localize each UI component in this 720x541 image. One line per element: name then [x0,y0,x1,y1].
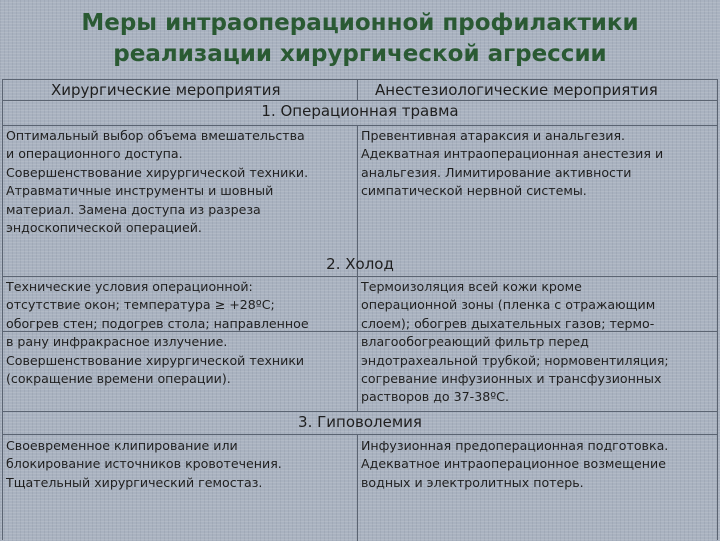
section-1-anesthesia-cell [361,127,663,201]
slide-title [0,8,720,70]
cell-line: симпатической нервной системы. [361,183,587,199]
cell-line: операционной зоны (пленка с отражающим [361,297,656,313]
measures-table [2,79,718,540]
cell-line: Технические условия операционной: [6,279,253,294]
cell-line: Оптимальный выбор объема вмешательства [6,128,305,143]
cell-line: Адекватное интраоперационное возмещение [361,456,666,472]
slide-title-line-1: Меры интраоперационной профилактики [81,10,639,36]
cell-line: Термоизоляция всей кожи кроме [361,279,582,294]
cell-line: Тщательный хирургический гемостаз. [6,474,263,490]
section-2-surgical-cell [6,278,309,388]
cell-line: Своевременное клипирование или [6,438,238,453]
slide-title-line-2: реализации хирургической агрессии [113,41,607,67]
section-2-bottom-rule [3,411,717,412]
section-1-surgical-cell [6,127,308,237]
cell-line: Совершенствование хирургической техники. [6,164,309,180]
cell-line: Адекватная интраоперационная анестезия и [361,146,664,162]
section-title-hypovolemia: 3. Гиповолемия [298,413,422,431]
section-2-divider [357,276,358,411]
section-2-rule [3,276,717,277]
cell-line: и операционного доступа. [6,146,183,162]
cell-line: отсутствие окон; температура ≥ +28ºС; [6,297,275,313]
cell-line: растворов до 37-38ºС. [361,389,509,405]
cell-line: эндоскопической операцией. [6,220,202,236]
cell-line: (сокращение времени операции). [6,371,231,387]
cell-line: материал. Замена доступа из разреза [6,201,261,217]
cell-line: Инфузионная предоперационная подготовка. [361,438,669,453]
cell-line: Совершенствование хирургической техники [6,352,305,368]
section-3-divider [357,434,358,541]
cell-line: Превентивная атараксия и анальгезия. [361,128,626,143]
section-3-surgical-cell [6,437,282,492]
cell-line: водных и электролитных потерь. [361,474,584,490]
section-3-anesthesia-cell [361,437,668,492]
header-rule [3,100,717,101]
section-2-anesthesia-cell [361,278,669,407]
cell-line: согревание инфузионных и трансфузионных [361,371,662,387]
cell-line: слоем); обогрев дыхательных газов; термо- [361,315,655,331]
section-3-rule [3,434,717,435]
cell-line: в рану инфракрасное излучение. [6,334,228,350]
cell-line: Атравматичные инструменты и шовный [6,183,274,199]
header-surgical: Хирургические мероприятия [51,81,281,99]
section-title-cold: 2. Холод [326,255,394,273]
cell-line: анальгезия. Лимитирование активности [361,164,632,180]
cell-line: обогрев стен; подогрев стола; направленное [6,315,309,331]
section-1-rule [3,125,717,126]
header-divider [357,80,358,100]
cell-line: эндотрахеальной трубкой; нормовентиляция; [361,352,669,368]
cell-line: блокирование источников кровотечения. [6,456,282,472]
header-anesthesia: Анестезиологические мероприятия [375,81,658,99]
cell-line: влагообогреающий фильтр перед [361,334,589,350]
section-title-operative-trauma: 1. Операционная травма [261,102,459,120]
